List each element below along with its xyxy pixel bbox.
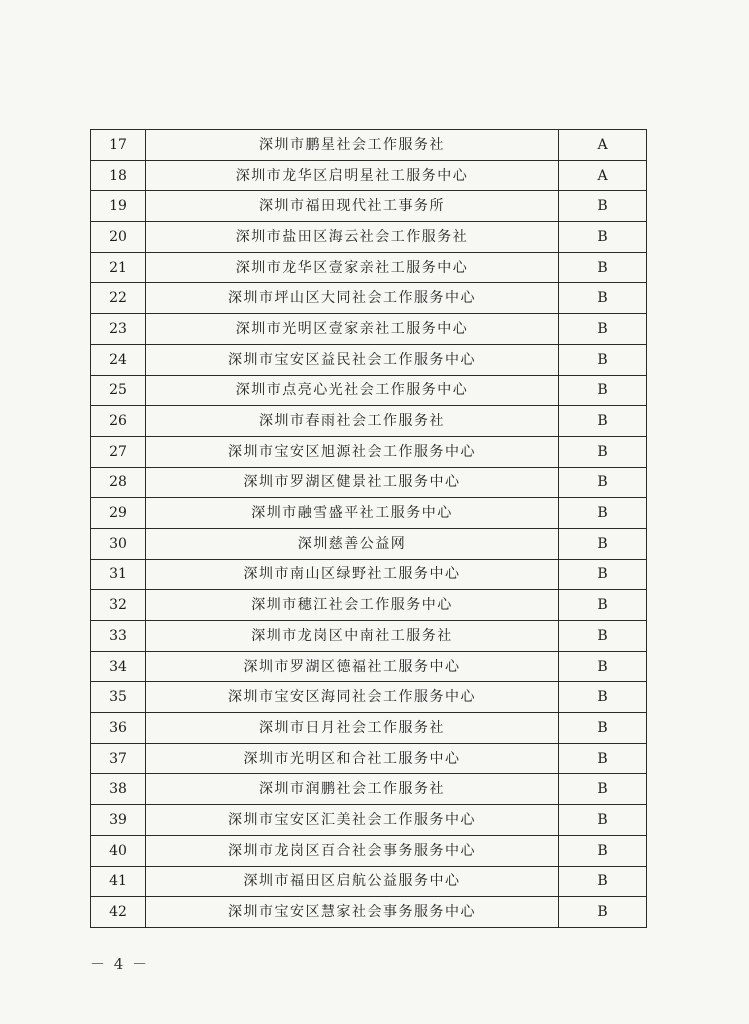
rating-grade-cell: B	[559, 283, 647, 314]
rating-grade-cell: B	[559, 344, 647, 375]
row-number-cell: 39	[91, 805, 146, 836]
row-number-cell: 42	[91, 897, 146, 928]
row-number-cell: 25	[91, 375, 146, 406]
rating-grade-cell: B	[559, 713, 647, 744]
table-row	[91, 467, 647, 498]
row-number-cell: 24	[91, 344, 146, 375]
organization-name-cell: 深圳市罗湖区德福社工服务中心	[146, 651, 559, 682]
organization-name-cell: 深圳市南山区绿野社工服务中心	[146, 559, 559, 590]
rating-grade-cell: A	[559, 160, 647, 191]
organization-name-cell: 深圳市穗江社会工作服务中心	[146, 590, 559, 621]
table-row	[91, 774, 647, 805]
rating-grade-cell: B	[559, 528, 647, 559]
table-row	[91, 713, 647, 744]
organization-name-cell: 深圳市龙岗区百合社会事务服务中心	[146, 835, 559, 866]
table-row	[91, 897, 647, 928]
table-row	[91, 191, 647, 222]
row-number-cell: 22	[91, 283, 146, 314]
row-number-cell: 38	[91, 774, 146, 805]
table-row	[91, 743, 647, 774]
table-row	[91, 160, 647, 191]
table-row	[91, 835, 647, 866]
row-number-cell: 33	[91, 621, 146, 652]
rating-grade-cell: B	[559, 682, 647, 713]
rating-grade-cell: B	[559, 375, 647, 406]
table-row	[91, 130, 647, 161]
rating-grade-cell: B	[559, 498, 647, 529]
organization-name-cell: 深圳市福田现代社工事务所	[146, 191, 559, 222]
row-number-cell: 35	[91, 682, 146, 713]
row-number-cell: 23	[91, 314, 146, 345]
organization-name-cell: 深圳市龙岗区中南社工服务社	[146, 621, 559, 652]
row-number-cell: 19	[91, 191, 146, 222]
rating-grade-cell: B	[559, 743, 647, 774]
page-number: － 4 －	[90, 955, 150, 973]
organization-name-cell: 深圳市宝安区益民社会工作服务中心	[146, 344, 559, 375]
organization-name-cell: 深圳市龙华区壹家亲社工服务中心	[146, 252, 559, 283]
organization-rating-table	[90, 129, 647, 928]
rating-grade-cell: A	[559, 130, 647, 161]
table-row	[91, 651, 647, 682]
table-row	[91, 621, 647, 652]
row-number-cell: 40	[91, 835, 146, 866]
rating-grade-cell: B	[559, 590, 647, 621]
organization-name-cell: 深圳市光明区壹家亲社工服务中心	[146, 314, 559, 345]
organization-name-cell: 深圳市罗湖区健景社工服务中心	[146, 467, 559, 498]
organization-name-cell: 深圳慈善公益网	[146, 528, 559, 559]
table-row	[91, 866, 647, 897]
rating-grade-cell: B	[559, 805, 647, 836]
row-number-cell: 17	[91, 130, 146, 161]
organization-name-cell: 深圳市龙华区启明星社工服务中心	[146, 160, 559, 191]
organization-name-cell: 深圳市光明区和合社工服务中心	[146, 743, 559, 774]
row-number-cell: 27	[91, 436, 146, 467]
table-row	[91, 222, 647, 253]
table-body	[91, 130, 647, 928]
organization-name-cell: 深圳市福田区启航公益服务中心	[146, 866, 559, 897]
row-number-cell: 31	[91, 559, 146, 590]
row-number-cell: 20	[91, 222, 146, 253]
rating-grade-cell: B	[559, 314, 647, 345]
rating-grade-cell: B	[559, 222, 647, 253]
table-row	[91, 559, 647, 590]
organization-name-cell: 深圳市盐田区海云社会工作服务社	[146, 222, 559, 253]
table-row	[91, 375, 647, 406]
organization-name-cell: 深圳市鹏星社会工作服务社	[146, 130, 559, 161]
table-row	[91, 805, 647, 836]
organization-name-cell: 深圳市春雨社会工作服务社	[146, 406, 559, 437]
organization-name-cell: 深圳市润鹏社会工作服务社	[146, 774, 559, 805]
rating-grade-cell: B	[559, 252, 647, 283]
organization-name-cell: 深圳市宝安区旭源社会工作服务中心	[146, 436, 559, 467]
rating-grade-cell: B	[559, 559, 647, 590]
table-row	[91, 590, 647, 621]
table-row	[91, 344, 647, 375]
rating-grade-cell: B	[559, 621, 647, 652]
rating-grade-cell: B	[559, 467, 647, 498]
organization-name-cell: 深圳市融雪盛平社工服务中心	[146, 498, 559, 529]
table-row	[91, 406, 647, 437]
rating-grade-cell: B	[559, 774, 647, 805]
table-row	[91, 283, 647, 314]
table-row	[91, 314, 647, 345]
table-row	[91, 682, 647, 713]
rating-grade-cell: B	[559, 651, 647, 682]
rating-grade-cell: B	[559, 835, 647, 866]
organization-name-cell: 深圳市点亮心光社会工作服务中心	[146, 375, 559, 406]
row-number-cell: 41	[91, 866, 146, 897]
row-number-cell: 36	[91, 713, 146, 744]
row-number-cell: 26	[91, 406, 146, 437]
organization-name-cell: 深圳市宝安区汇美社会工作服务中心	[146, 805, 559, 836]
row-number-cell: 34	[91, 651, 146, 682]
table-row	[91, 436, 647, 467]
row-number-cell: 21	[91, 252, 146, 283]
row-number-cell: 30	[91, 528, 146, 559]
row-number-cell: 29	[91, 498, 146, 529]
rating-grade-cell: B	[559, 866, 647, 897]
organization-name-cell: 深圳市宝安区慧家社会事务服务中心	[146, 897, 559, 928]
organization-name-cell: 深圳市宝安区海同社会工作服务中心	[146, 682, 559, 713]
row-number-cell: 18	[91, 160, 146, 191]
table-row	[91, 528, 647, 559]
rating-grade-cell: B	[559, 191, 647, 222]
table-row	[91, 252, 647, 283]
row-number-cell: 37	[91, 743, 146, 774]
rating-grade-cell: B	[559, 897, 647, 928]
organization-name-cell: 深圳市日月社会工作服务社	[146, 713, 559, 744]
row-number-cell: 28	[91, 467, 146, 498]
table-row	[91, 498, 647, 529]
rating-grade-cell: B	[559, 406, 647, 437]
rating-grade-cell: B	[559, 436, 647, 467]
row-number-cell: 32	[91, 590, 146, 621]
organization-name-cell: 深圳市坪山区大同社会工作服务中心	[146, 283, 559, 314]
